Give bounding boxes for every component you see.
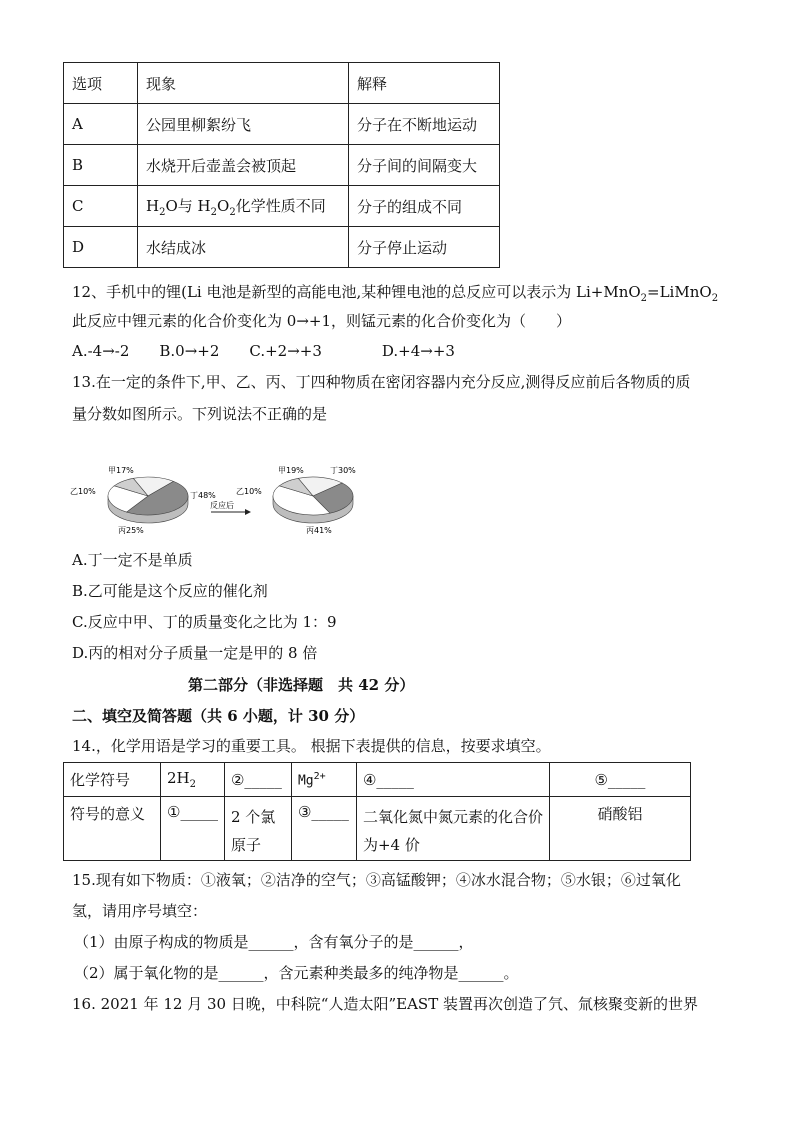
table-cell: 分子停止运动	[349, 227, 500, 268]
q13-option-c: C.反应中甲、丁的质量变化之比为 1：9	[72, 613, 337, 631]
q13-line2: 量分数如图所示。下列说法不正确的是	[72, 405, 328, 423]
table-cell: 公园里柳絮纷飞	[138, 104, 349, 145]
part2-title: 第二部分（非选择题 共 42 分）	[188, 676, 415, 694]
table-cell: 化学符号	[64, 763, 161, 797]
table-cell: ④_____	[356, 763, 549, 797]
q15-sub2: （2）属于氧化物的是______，含元素种类最多的纯净物是______。	[74, 964, 519, 982]
table-cell: ⑤_____	[549, 763, 690, 797]
table-cell-formula: $H_2O$与 $H_2O_2$化学性质不同	[138, 186, 349, 227]
table-cell: 2 个氯原子	[224, 797, 291, 861]
table-cell: 二氧化氮中氮元素的化合价为+4 价	[356, 797, 549, 861]
table-cell: 水结成冰	[138, 227, 349, 268]
table-row	[64, 797, 691, 861]
table-row	[64, 145, 500, 186]
phenomenon-table	[63, 62, 500, 268]
pie-charts-svg	[70, 462, 388, 542]
q15-line1: 15.现有如下物质：①液氧；②洁净的空气；③高锰酸钾；④冰水混合物；⑤水银；⑥过氧化	[72, 871, 681, 889]
q13-option-a: A.丁一定不是单质	[72, 551, 193, 569]
table-cell: 符号的意义	[64, 797, 161, 861]
pie-after	[236, 466, 356, 535]
pie-slice-label: 甲19%	[278, 466, 304, 475]
table-header-row	[64, 63, 500, 104]
table-row	[64, 186, 500, 227]
table-cell-formula: $2H_2$	[161, 763, 225, 797]
table-cell: ③_____	[291, 797, 356, 861]
pie-charts-figure	[70, 462, 388, 546]
q12-line2: 此反应中锂元素的化合价变化为 0→+1，则锰元素的化合价变化为（ ）	[72, 312, 571, 330]
table-cell: A	[64, 104, 138, 145]
section2-title: 二、填空及简答题（共 6 小题，计 30 分）	[72, 707, 365, 725]
table-header-cell: 选项	[64, 63, 138, 104]
table-cell: 分子间的间隔变大	[349, 145, 500, 186]
table-header-cell: 解释	[349, 63, 500, 104]
table-row	[64, 104, 500, 145]
table-cell: 分子在不断地运动	[349, 104, 500, 145]
q15-line2: 氢，请用序号填空：	[72, 902, 208, 920]
table-cell: 水烧开后壶盖会被顶起	[138, 145, 349, 186]
q15-sub1: （1）由原子构成的物质是______，含有氧分子的是______，	[74, 933, 474, 951]
chem-symbol-table	[63, 762, 691, 861]
pie-slice-label: 丁30%	[330, 466, 356, 475]
q12-options: A.-4→-2 B.0→+2 C.+2→+3 D.+4→+3	[72, 342, 455, 360]
table-cell: C	[64, 186, 138, 227]
q16-line1: 16. 2021 年 12 月 30 日晚，中科院“人造太阳”EAST 装置再次创造了氕、氚核聚变新的世界	[72, 995, 698, 1013]
table-cell: ②_____	[224, 763, 291, 797]
table-cell: 分子的组成不同	[349, 186, 500, 227]
pie-slice-label: 丁48%	[190, 491, 216, 500]
q13-option-d: D.丙的相对分子质量一定是甲的 8 倍	[72, 644, 318, 662]
table-row	[64, 763, 691, 797]
table-cell: D	[64, 227, 138, 268]
pie-slice-label: 甲17%	[108, 466, 134, 475]
q13-option-b: B.乙可能是这个反应的催化剂	[72, 582, 268, 600]
table-cell-formula: $Mg^{2+}$	[291, 763, 356, 797]
table-cell: ①_____	[161, 797, 225, 861]
pie-slice-label: 乙10%	[236, 487, 262, 496]
q14-intro: 14.，化学用语是学习的重要工具。 根据下表提供的信息，按要求填空。	[72, 737, 551, 755]
pie-before	[70, 466, 216, 535]
reaction-arrow-label: 反应后	[210, 501, 234, 510]
table-header-cell: 现象	[138, 63, 349, 104]
q13-line1: 13.在一定的条件下,甲、乙、丙、丁四种物质在密闭容器内充分反应,测得反应前后各物质的质	[72, 373, 691, 391]
table-row	[64, 227, 500, 268]
q12-line1: 12、手机中的锂(Li 电池是新型的高能电池,某种锂电池的总反应可以表示为 Li+MnO$_2$=LiMnO$_2$	[72, 283, 719, 304]
pie-slice-label: 乙10%	[70, 487, 96, 496]
table-cell: 硝酸铝	[549, 797, 690, 861]
pie-slice-label: 丙41%	[306, 526, 332, 535]
reaction-arrow-head	[245, 509, 251, 515]
table-cell: B	[64, 145, 138, 186]
pie-slice-label: 丙25%	[118, 526, 144, 535]
